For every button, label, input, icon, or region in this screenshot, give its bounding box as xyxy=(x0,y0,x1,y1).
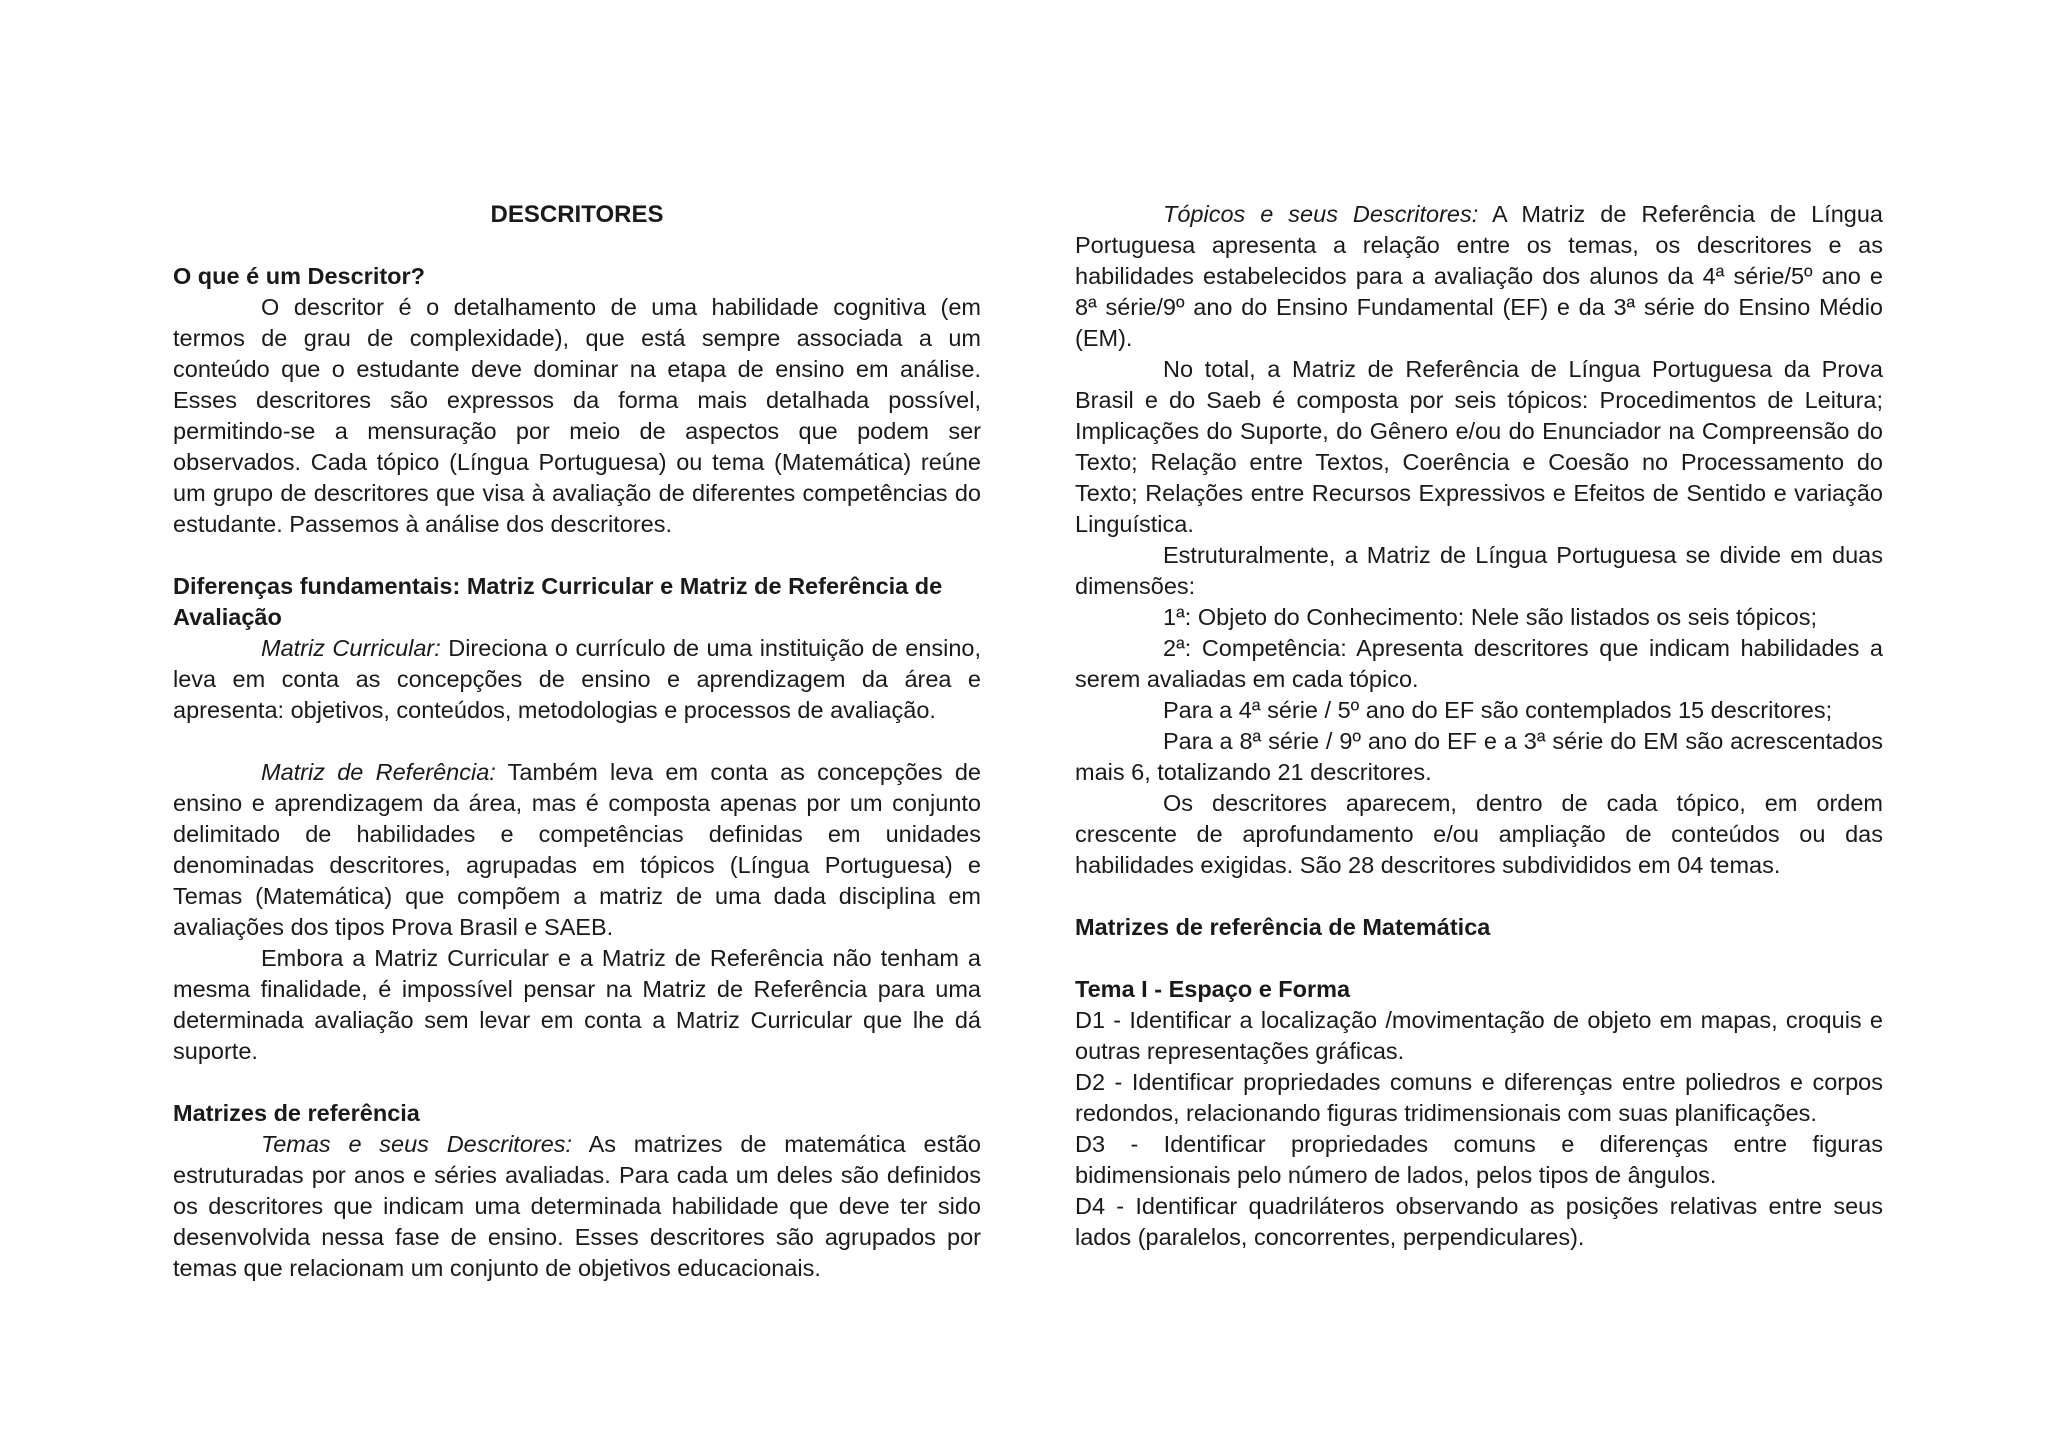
label-temas-descritores: Temas e seus Descritores: xyxy=(261,1131,573,1157)
descriptor-d1: D1 - Identificar a localização /movimentação de objeto em mapas, croquis e outras representações gráficas. xyxy=(1075,1007,1883,1064)
descriptor-d3: D3 - Identificar propriedades comuns e diferenças entre figuras bidimensionais pelo número de lados, pelos tipos de ângulos. xyxy=(1075,1131,1883,1188)
page-title: DESCRITORES xyxy=(490,201,664,228)
paragraph-temas-descritores xyxy=(173,1129,981,1284)
section-heading-matematica: Matrizes de referência de Matemática xyxy=(1075,914,1491,940)
paragraph-4-serie: Para a 4ª série / 5º ano do EF são contemplados 15 descritores; xyxy=(1163,697,1833,723)
paragraph-no-total: No total, a Matriz de Referência de Língua Portuguesa da Prova Brasil e do Saeb é composta por seis tópicos: Procedimentos de Leitura; Implicações do Suporte, do Gênero e/ou do Enunciador na Compreensão do Texto; Relação entre Textos, Coerência e Coesão no Processamento do Texto; Relações entre Recursos Expressivos e Efeitos de Sentido e variação Linguística. xyxy=(1075,356,1883,537)
text-temas-descritores: As matrizes de matemática estão estruturadas por anos e séries avaliadas. Para cada um deles são definidos os descritores que indicam uma determinada habilidade que deve ter sido desenvolvida nessa fase de ensino. Esses descritores são agrupados por temas que relacionam um conjunto de objetivos educacionais. xyxy=(173,1131,981,1281)
paragraph-8-serie: Para a 8ª série / 9º ano do EF e a 3ª série do EM são acrescentados mais 6, totalizando 21 descritores. xyxy=(1075,728,1883,785)
right-column xyxy=(1075,199,1883,1253)
paragraph-dimensao-2: 2ª: Competência: Apresenta descritores que indicam habilidades a serem avaliadas em cada tópico. xyxy=(1075,635,1883,692)
spacer xyxy=(1075,881,1883,912)
paragraph-dimensao-1: 1ª: Objeto do Conhecimento: Nele são listados os seis tópicos; xyxy=(1163,604,1817,630)
section-heading-tema-1: Tema I - Espaço e Forma xyxy=(1075,976,1351,1002)
paragraph-matriz-referencia xyxy=(173,757,981,943)
spacer xyxy=(1075,943,1883,974)
spacer xyxy=(173,726,981,757)
text-matriz-referencia: Também leva em conta as concepções de ensino e aprendizagem da área, mas é composta apenas por um conjunto delimitado de habilidades e competências definidas em unidades denominadas descritores, agrupadas em tópicos (Língua Portuguesa) e Temas (Matemática) que compõem a matriz de uma dada disciplina em avaliações dos tipos Prova Brasil e SAEB. xyxy=(173,759,982,940)
label-topicos-descritores: Tópicos e seus Descritores: xyxy=(1163,201,1479,227)
text-topicos-descritores: A Matriz de Referência de Língua Portuguesa apresenta a relação entre os temas, os descritores e as habilidades estabelecidos para a avaliação dos alunos da 4ª série/5º ano e 8ª série/9º ano do Ensino Fundamental (EF) e da 3ª série do Ensino Médio (EM). xyxy=(1075,201,1883,351)
label-matriz-curricular: Matriz Curricular: xyxy=(261,635,441,661)
text-matriz-curricular: Direciona o currículo de uma instituição de ensino, leva em conta as concepções de ensino e aprendizagem da área e apresenta: objetivos, conteúdos, metodologias e processos de avaliação. xyxy=(173,635,981,723)
paragraph-descritor-definition: O descritor é o detalhamento de uma habilidade cognitiva (em termos de grau de complexidade), que está sempre associada a um conteúdo que o estudante deve dominar na etapa de ensino em análise. Esses descritores são expressos da forma mais detalhada possível, permitindo-se a mensuração por meio de aspectos que podem ser observados. Cada tópico (Língua Portuguesa) ou tema (Matemática) reúne um grupo de descritores que visa à avaliação de diferentes competências do estudante. Passemos à análise dos descritores. xyxy=(173,294,981,537)
descriptor-d4: D4 - Identificar quadriláteros observando as posições relativas entre seus lados (paralelos, concorrentes, perpendiculares). xyxy=(1075,1193,1883,1250)
paragraph-topicos-descritores xyxy=(1075,199,1883,354)
spacer xyxy=(173,540,981,571)
paragraph-matriz-curricular xyxy=(173,633,981,726)
paragraph-embora: Embora a Matriz Curricular e a Matriz de Referência não tenham a mesma finalidade, é impossível pensar na Matriz de Referência para uma determinada avaliação sem levar em conta a Matriz Curricular que lhe dá suporte. xyxy=(173,945,981,1064)
section-heading-matrizes: Matrizes de referência xyxy=(173,1100,420,1126)
paragraph-ordem-descritores: Os descritores aparecem, dentro de cada tópico, em ordem crescente de aprofundamento e/ou ampliação de conteúdos ou das habilidades exigidas. São 28 descritores subdivididos em 04 temas. xyxy=(1075,790,1883,878)
label-matriz-referencia: Matriz de Referência: xyxy=(261,759,496,785)
paragraph-estruturalmente: Estruturalmente, a Matriz de Língua Portuguesa se divide em duas dimensões: xyxy=(1075,542,1883,599)
descriptor-d2: D2 - Identificar propriedades comuns e diferenças entre poliedros e corpos redondos, relacionando figuras tridimensionais com suas planificações. xyxy=(1075,1069,1883,1126)
section-heading-diferencas: Diferenças fundamentais: Matriz Curricular e Matriz de Referência de Avaliação xyxy=(173,573,943,630)
section-heading-o-que-e: O que é um Descritor? xyxy=(173,263,426,289)
spacer xyxy=(173,1067,981,1098)
left-column xyxy=(173,199,981,1284)
